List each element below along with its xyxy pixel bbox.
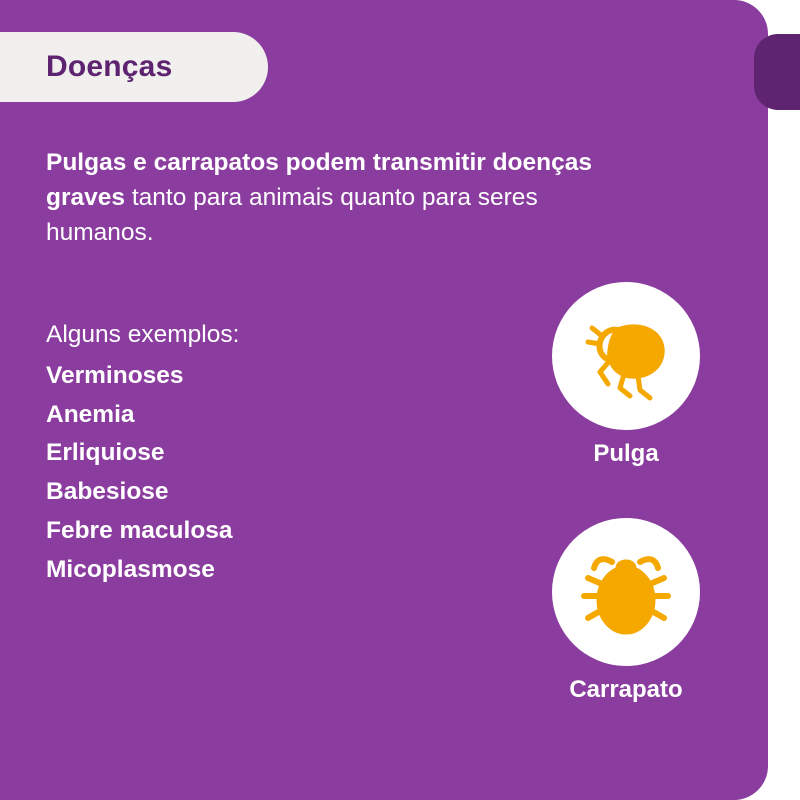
- list-item: Anemia: [46, 400, 135, 428]
- figure-caption: Pulga: [593, 440, 659, 467]
- disease-list: [46, 357, 506, 589]
- tick-circle: [552, 518, 700, 666]
- examples-label: Alguns exemplos:: [46, 321, 240, 348]
- intro-bold-text: Pulgas e carrapatos podem transmitir doenças graves: [46, 149, 592, 211]
- flea-icon: [566, 296, 686, 416]
- right-edge-tab: [754, 34, 800, 110]
- figure-tick: [552, 518, 700, 702]
- tick-icon: [566, 532, 686, 652]
- list-item: Micoplasmose: [46, 555, 215, 583]
- page-title: Doenças: [46, 50, 173, 83]
- intro-regular-text: tanto para animais quanto para seres humanos.: [46, 183, 538, 246]
- examples-block: [46, 318, 506, 589]
- list-item: Verminoses: [46, 362, 184, 390]
- intro-paragraph: [46, 146, 626, 250]
- list-item: Erliquiose: [46, 439, 165, 467]
- flea-circle: [552, 282, 700, 430]
- page-title-pill: [0, 32, 268, 102]
- figure-caption: Carrapato: [569, 676, 683, 703]
- figure-flea: [552, 282, 700, 466]
- list-item: Febre maculosa: [46, 516, 233, 544]
- list-item: Babesiose: [46, 478, 169, 506]
